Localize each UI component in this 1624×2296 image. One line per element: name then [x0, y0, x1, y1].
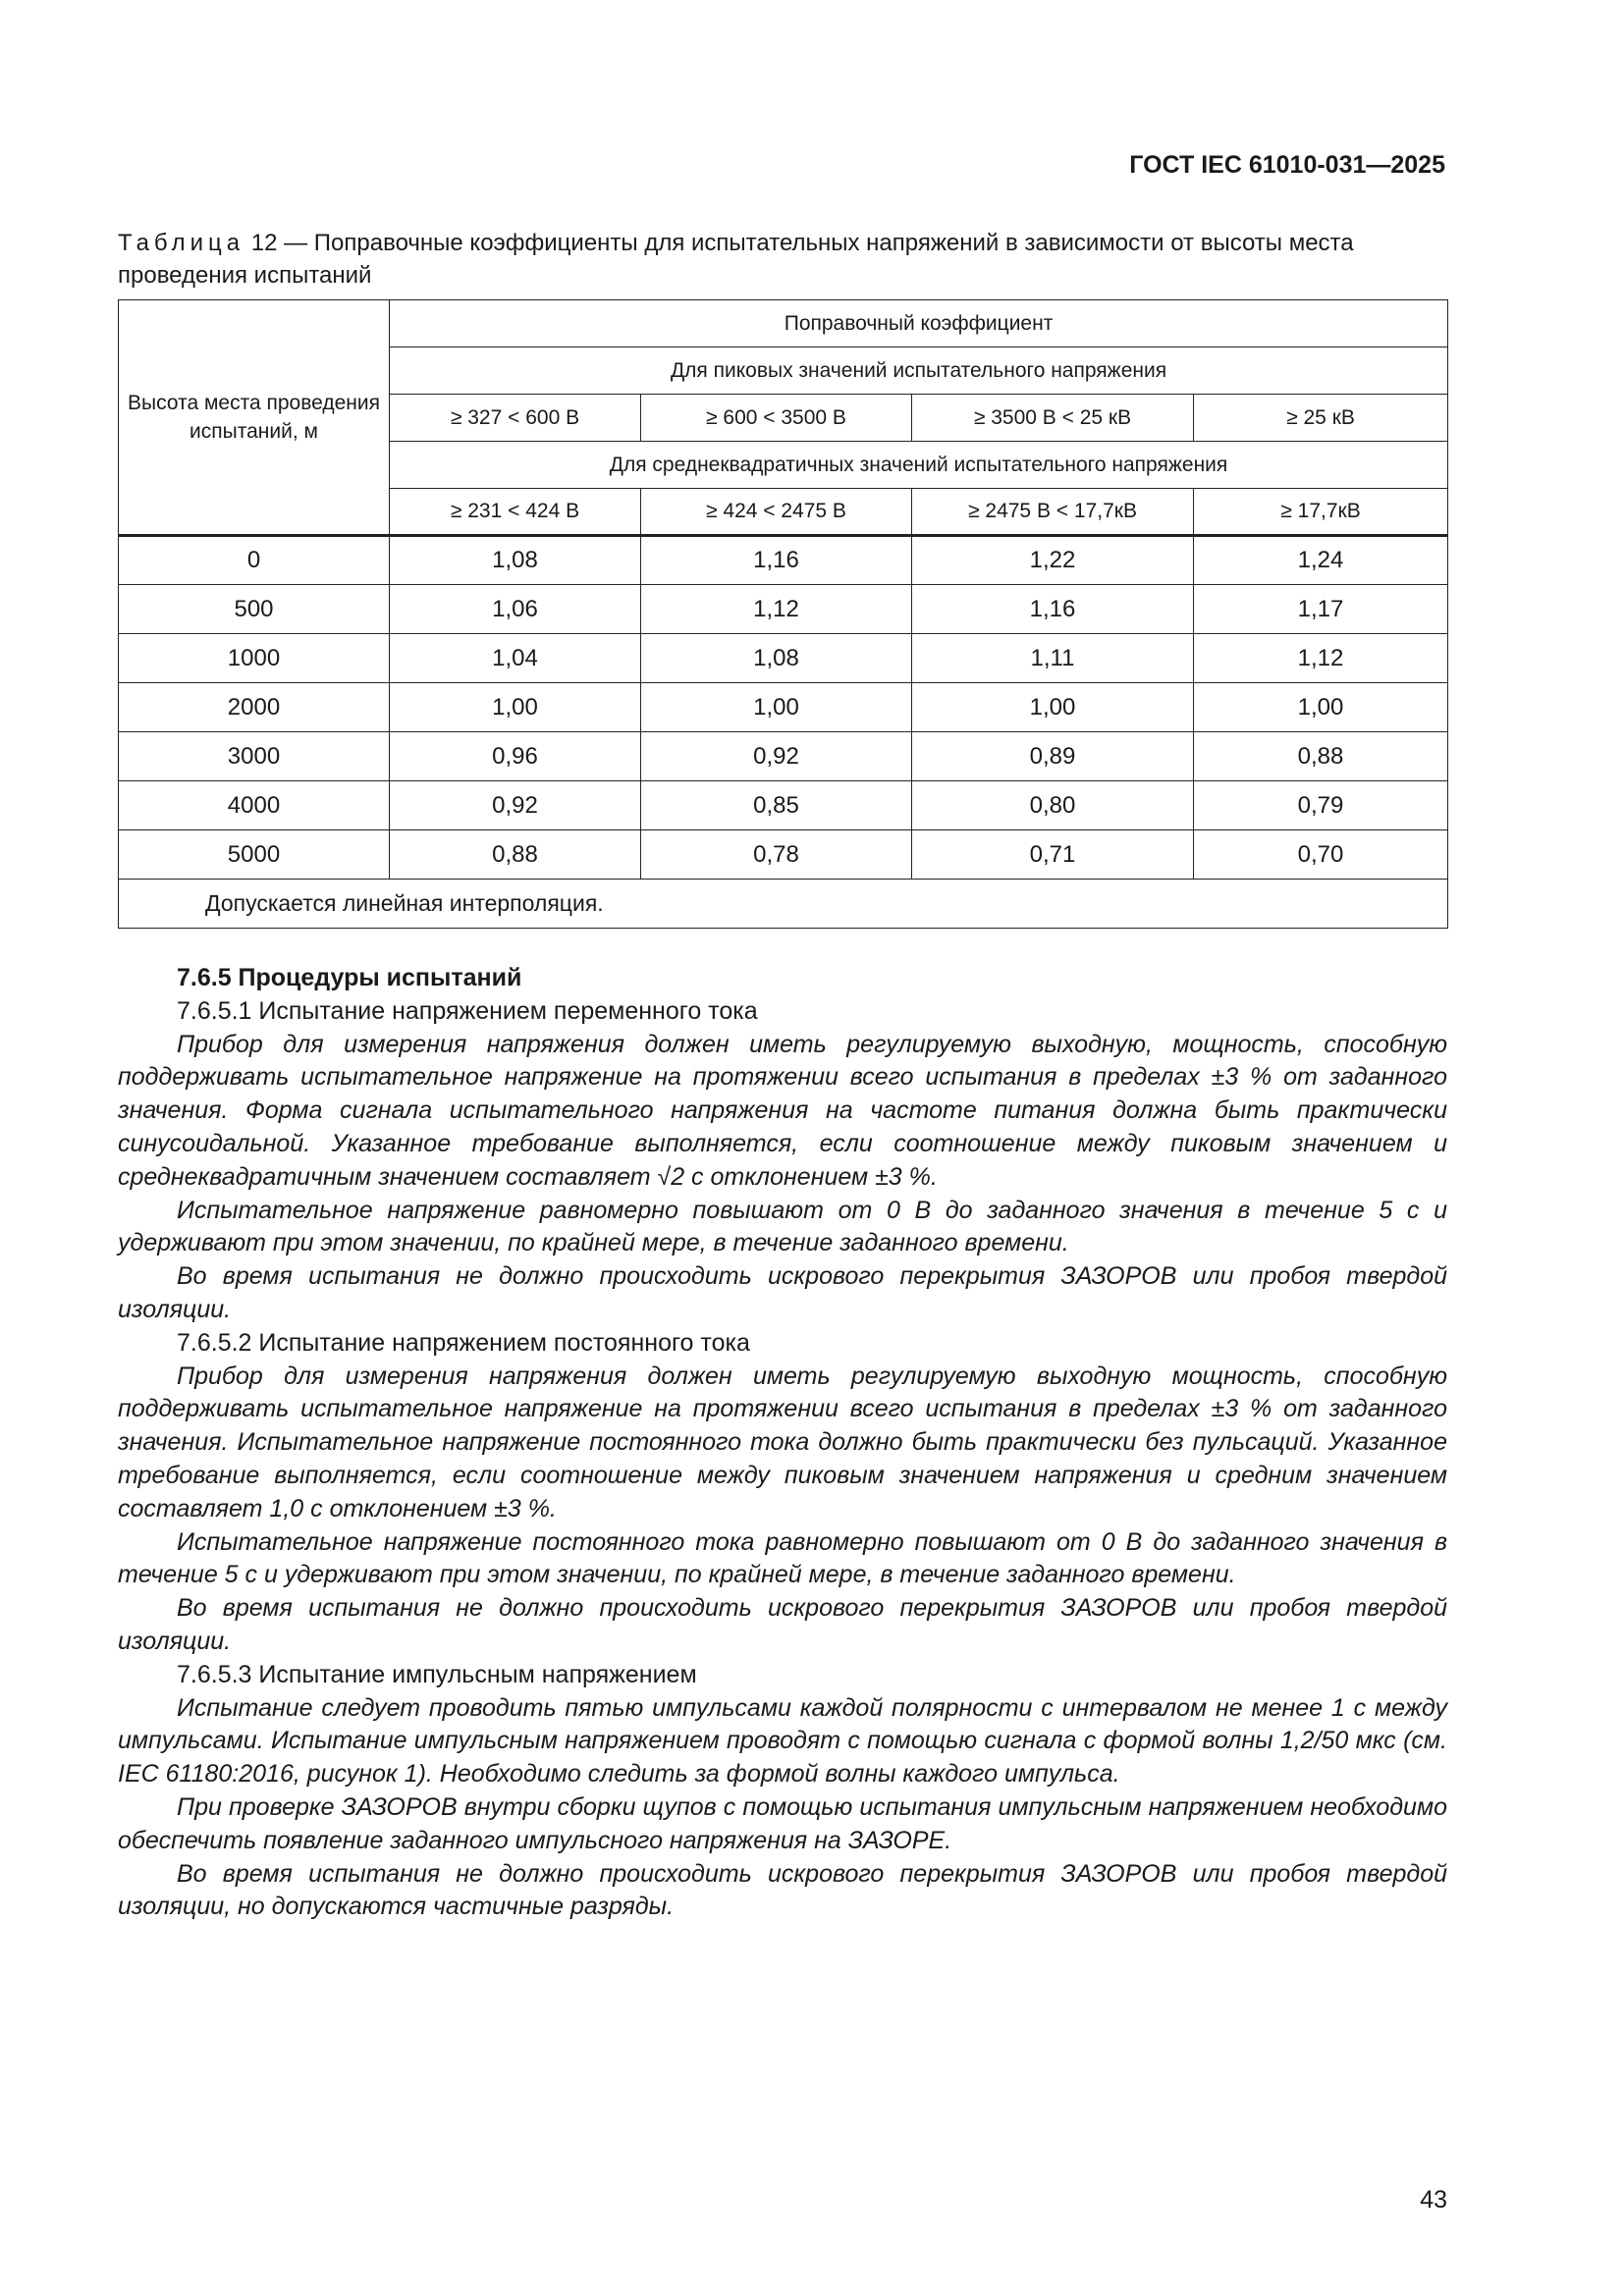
subsection-title-dc: 7.6.5.2 Испытание напряжением постоянного тока — [177, 1328, 750, 1357]
row-header: Высота места проведения испытаний, м — [119, 300, 390, 536]
value-cell: 0,88 — [390, 830, 641, 880]
value-cell: 1,00 — [641, 683, 912, 732]
table-row — [119, 732, 1448, 781]
value-cell: 1,22 — [912, 536, 1194, 585]
table-caption-text: 12 — Поправочные коэффициенты для испытательных напряжений в зависимости от высоты места проведения испытаний — [118, 230, 1354, 289]
table-row — [119, 830, 1448, 880]
height-cell: 5000 — [119, 830, 390, 880]
paragraph: Во время испытания не должно происходить искрового перекрытия ЗАЗОРОВ или пробоя твердой изоляции. — [118, 1594, 1447, 1655]
value-cell: 1,00 — [912, 683, 1194, 732]
table-row — [119, 781, 1448, 830]
peak-header: Для пиковых значений испытательного напряжения — [390, 347, 1448, 395]
value-cell: 1,00 — [390, 683, 641, 732]
rms-col-4: ≥ 17,7кВ — [1194, 489, 1448, 536]
height-cell: 3000 — [119, 732, 390, 781]
document-id: ГОСТ IEC 61010-031—2025 — [1129, 151, 1445, 179]
table-caption — [118, 227, 1445, 292]
value-cell: 1,08 — [390, 536, 641, 585]
table-row — [119, 634, 1448, 683]
value-cell: 1,17 — [1194, 585, 1448, 634]
value-cell: 1,12 — [1194, 634, 1448, 683]
value-cell: 0,96 — [390, 732, 641, 781]
value-cell: 0,85 — [641, 781, 912, 830]
peak-col-3: ≥ 3500 В < 25 кВ — [912, 395, 1194, 442]
value-cell: 1,16 — [641, 536, 912, 585]
subsection-title-impulse: 7.6.5.3 Испытание импульсным напряжением — [177, 1660, 697, 1688]
rms-col-1: ≥ 231 < 424 В — [390, 489, 641, 536]
value-cell: 0,78 — [641, 830, 912, 880]
value-cell: 0,80 — [912, 781, 1194, 830]
value-cell: 1,06 — [390, 585, 641, 634]
table-row — [119, 585, 1448, 634]
value-cell: 1,16 — [912, 585, 1194, 634]
table-footnote: Допускается линейная интерполяция. — [119, 880, 1448, 929]
section-title: 7.6.5 Процедуры испытаний — [177, 964, 522, 991]
paragraph: Прибор для измерения напряжения должен иметь регулируемую выходную, мощность, способную поддерживать испытательное напряжение на протяжении всего испытания в пределах ±3 % от заданного значения. Форма сигнала испытательного напряжения на частоте питания должна быть практически синусоидальной. Указанное требование выполняется, если соотношение между пиковым значением и среднеквадратичным значением составляет √2 с отклонением ±3 %. — [118, 1030, 1447, 1191]
paragraph: Испытательное напряжение равномерно повышают от 0 В до заданного значения в течение 5 с и удерживают при этом значении, по крайней мере, в течение заданного времени. — [118, 1196, 1447, 1257]
value-cell: 1,11 — [912, 634, 1194, 683]
peak-col-4: ≥ 25 кВ — [1194, 395, 1448, 442]
correction-factor-table — [118, 299, 1448, 929]
value-cell: 0,79 — [1194, 781, 1448, 830]
table-row — [119, 683, 1448, 732]
value-cell: 1,00 — [1194, 683, 1448, 732]
paragraph: Во время испытания не должно происходить искрового перекрытия ЗАЗОРОВ или пробоя твердой изоляции. — [118, 1262, 1447, 1323]
paragraph: Испытательное напряжение постоянного тока равномерно повышают от 0 В до заданного значения в течение 5 с и удерживают при этом значении, по крайней мере, в течение заданного времени. — [118, 1527, 1447, 1589]
paragraph: Испытание следует проводить пятью импульсами каждой полярности с интервалом не менее 1 с между импульсами. Испытание импульсным напряжением проводят с помощью сигнала с формой волны 1,2/50 мкс (см. IEC 61180:2016, рисунок 1). Необходимо следить за формой волны каждого импульса. — [118, 1693, 1447, 1789]
rms-header: Для среднеквадратичных значений испытательного напряжения — [390, 442, 1448, 489]
value-cell: 0,88 — [1194, 732, 1448, 781]
paragraph: При проверке ЗАЗОРОВ внутри сборки щупов с помощью испытания импульсным напряжением необходимо обеспечить появление заданного импульсного напряжения на ЗАЗОРЕ. — [118, 1792, 1447, 1854]
value-cell: 0,92 — [641, 732, 912, 781]
value-cell: 1,24 — [1194, 536, 1448, 585]
height-cell: 4000 — [119, 781, 390, 830]
value-cell: 0,92 — [390, 781, 641, 830]
height-cell: 500 — [119, 585, 390, 634]
rms-col-2: ≥ 424 < 2475 В — [641, 489, 912, 536]
coef-header: Поправочный коэффициент — [390, 300, 1448, 347]
value-cell: 0,71 — [912, 830, 1194, 880]
value-cell: 1,12 — [641, 585, 912, 634]
height-cell: 0 — [119, 536, 390, 585]
rms-col-3: ≥ 2475 В < 17,7кВ — [912, 489, 1194, 536]
subsection-title-ac: 7.6.5.1 Испытание напряжением переменного тока — [177, 996, 758, 1025]
value-cell: 1,04 — [390, 634, 641, 683]
value-cell: 0,70 — [1194, 830, 1448, 880]
height-cell: 1000 — [119, 634, 390, 683]
table-caption-label: Таблица — [118, 230, 245, 256]
section-body — [118, 962, 1447, 1924]
page-number: 43 — [1420, 2186, 1447, 2214]
peak-col-1: ≥ 327 < 600 В — [390, 395, 641, 442]
paragraph: Прибор для измерения напряжения должен иметь регулируемую выходную мощность, способную поддерживать испытательное напряжение на протяжении всего испытания в пределах ±3 % от заданного значения. Испытательное напряжение постоянного тока должно быть практически без пульсаций. Указанное требование выполняется, если соотношение между пиковым значением напряжения и средним значением составляет 1,0 с отклонением ±3 %. — [118, 1362, 1447, 1522]
height-cell: 2000 — [119, 683, 390, 732]
table-row — [119, 536, 1448, 585]
paragraph: Во время испытания не должно происходить искрового перекрытия ЗАЗОРОВ или пробоя твердой изоляции, но допускаются частичные разряды. — [118, 1859, 1447, 1921]
value-cell: 1,08 — [641, 634, 912, 683]
value-cell: 0,89 — [912, 732, 1194, 781]
peak-col-2: ≥ 600 < 3500 В — [641, 395, 912, 442]
